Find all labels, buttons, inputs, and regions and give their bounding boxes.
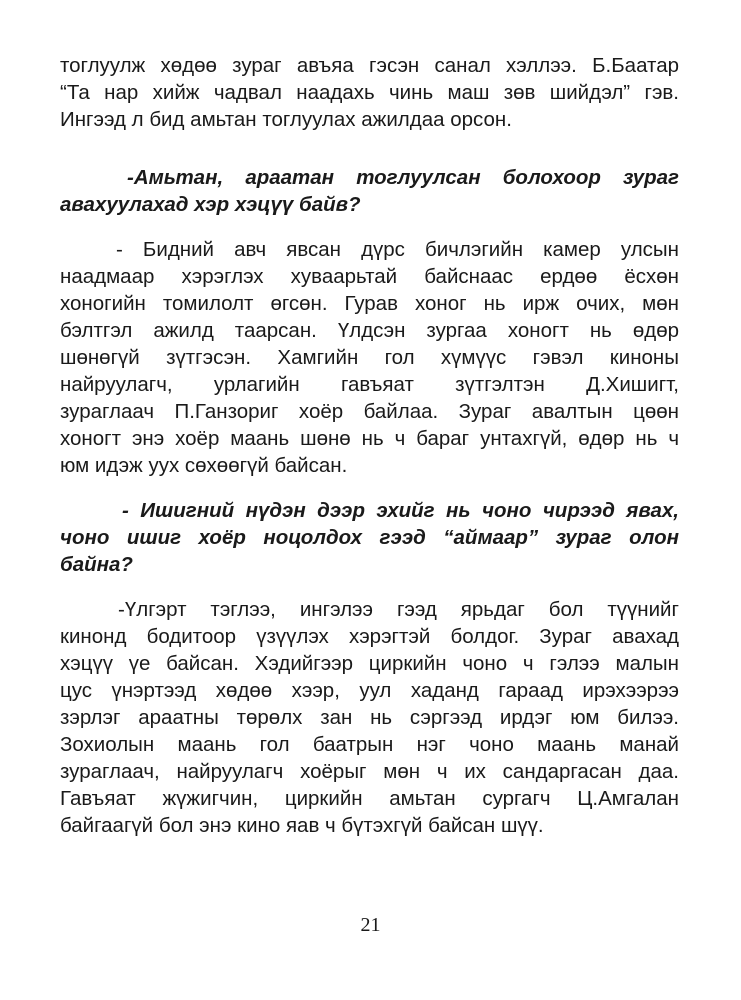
text-line: зураглаач П.Ганзориг хоёр байлаа. Зураг авалтын цөөн [60,400,679,423]
text-line: наадмаар хэрэглэх хуваарьтай байснаас ердөө ёсхөн [60,265,679,288]
text-line: байгаагүй бол энэ кино яав ч бүтэхгүй байсан шүү. [60,814,544,837]
interview-question-line: байна? [60,553,133,576]
interview-question-line: авахуулахад хэр хэцүү байв? [60,193,361,216]
text-line: кинонд бодитоор үзүүлэх хэрэгтэй болдог. Зураг авахад [60,625,679,648]
text-line: цус үнэртээд хөдөө хээр, уул хаданд гараад ирэхээрээ [60,679,679,702]
text-line: хоногийн томилолт өгсөн. Гурав хоног нь ирж очих, мөн [60,292,679,315]
page-number: 21 [360,914,381,936]
text-line: Ингээд л бид амьтан тоглуулах ажилдаа орсон. [60,108,512,131]
text-line: тоглуулж хөдөө зураг авъяа гэсэн санал хэллээ. Б.Баатар [60,54,679,77]
interview-question-line: - Ишигний нүдэн дээр эхийг нь чоно чирээд явах, [122,499,679,522]
text-line: “Та нар хийж чадвал наадахь чинь маш зөв шийдэл” гэв. [60,81,679,104]
text-line: - Бидний авч явсан дүрс бичлэгийн камер улсын [116,238,679,261]
text-line: юм идэж уух сөхөөгүй байсан. [60,454,348,477]
text-line: зэрлэг араатны төрөлх зан нь сэргээд ирдэг юм билээ. [60,706,679,729]
text-line: зураглаач, найруулагч хоёрыг мөн ч их сандаргасан даа. [60,760,679,783]
text-line: -Үлгэрт тэглээ, ингэлээ гээд ярьдаг бол түүнийг [118,598,679,621]
text-line: Гавъяат жүжигчин, циркийн амьтан сургагч Ц.Амгалан [60,787,679,810]
text-line: Зохиолын маань гол баатрын нэг чоно маань манай [60,733,679,756]
text-line: хоногт энэ хоёр маань шөнө нь ч бараг унтахгүй, өдөр нь ч [60,427,679,450]
interview-question-line: чоно ишиг хоёр ноцолдох гээд “аймаар” зураг олон [60,526,679,549]
text-line: бэлтгэл ажилд таарсан. Үлдсэн зургаа хоногт нь өдөр [60,319,679,342]
text-line: найруулагч, урлагийн гавъяат зүтгэлтэн Д.Хишигт, [60,373,679,396]
text-line: хэцүү үе байсан. Хэдийгээр циркийн чоно ч гэлээ малын [60,652,679,675]
interview-question-line: -Амьтан, араатан тоглуулсан болохоор зураг [127,166,679,189]
text-line: шөнөгүй зүтгэсэн. Хамгийн гол хүмүүс гэвэл киноны [60,346,679,369]
